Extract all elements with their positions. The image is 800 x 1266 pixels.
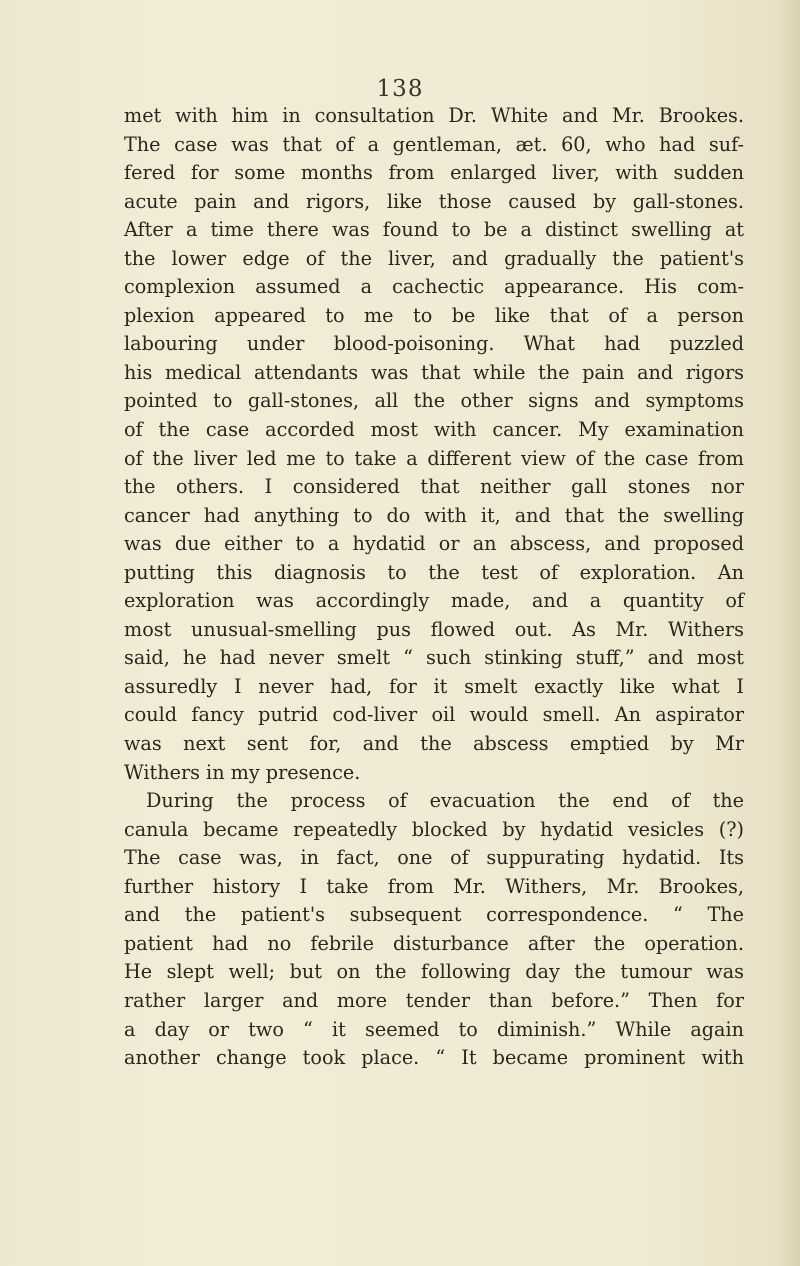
text-line: Withers in my presence.: [124, 760, 361, 784]
text-line: of the case accorded most with cancer. My examination: [124, 418, 744, 442]
text-line: could fancy putrid cod-liver oil would smell. An aspirator: [124, 703, 744, 727]
text-line: his medical attendants was that while the pain and rigors: [124, 360, 744, 384]
body-text: [124, 102, 744, 1073]
text-line: cancer had anything to do with it, and that the swelling: [124, 503, 744, 527]
text-line: rather larger and more tender than before.” Then for: [124, 988, 744, 1012]
text-line: another change took place. “ It became prominent with: [124, 1046, 744, 1070]
text-line: said, he had never smelt “ such stinking stuff,” and most: [124, 646, 744, 670]
text-line: the lower edge of the liver, and gradually the patient's: [124, 246, 744, 270]
text-line: After a time there was found to be a distinct swelling at: [124, 218, 744, 242]
text-line: He slept well; but on the following day the tumour was: [124, 960, 744, 984]
text-line: most unusual-smelling pus flowed out. As Mr. Withers: [124, 617, 744, 641]
text-line: The case was, in fact, one of suppurating hydatid. Its: [124, 846, 744, 870]
text-line: the others. I considered that neither gall stones nor: [124, 475, 744, 499]
text-line: fered for some months from enlarged liver, with sudden: [124, 161, 744, 185]
text-line: acute pain and rigors, like those caused by gall-stones.: [124, 189, 744, 213]
text-line: was due either to a hydatid or an abscess, and proposed: [124, 532, 744, 556]
text-line: and the patient's subsequent correspondence. “ The: [124, 903, 744, 927]
text-line: labouring under blood-poisoning. What had puzzled: [124, 332, 744, 356]
page-number: 138: [376, 76, 424, 102]
text-line: of the liver led me to take a different view of the case from: [124, 446, 744, 470]
text-line: complexion assumed a cachectic appearance. His com-: [124, 275, 744, 299]
text-line: putting this diagnosis to the test of exploration. An: [124, 560, 744, 584]
text-line: During the process of evacuation the end of the: [146, 789, 744, 813]
text-line: assuredly I never had, for it smelt exactly like what I: [124, 674, 744, 698]
text-line: patient had no febrile disturbance after the operation.: [124, 931, 744, 955]
text-line: exploration was accordingly made, and a quantity of: [124, 589, 744, 613]
text-line: met with him in consultation Dr. White and Mr. Brookes.: [124, 104, 744, 127]
text-line: The case was that of a gentleman, æt. 60, who had suf-: [124, 132, 744, 156]
text-line: was next sent for, and the abscess emptied by Mr: [124, 732, 744, 756]
text-line: canula became repeatedly blocked by hydatid vesicles (?): [124, 817, 744, 841]
text-line: plexion appeared to me to be like that of a person: [124, 303, 744, 327]
text-line: a day or two “ it seemed to diminish.” While again: [124, 1017, 744, 1041]
text-line: further history I take from Mr. Withers, Mr. Brookes,: [124, 874, 744, 898]
text-line: pointed to gall-stones, all the other signs and symptoms: [124, 389, 744, 413]
